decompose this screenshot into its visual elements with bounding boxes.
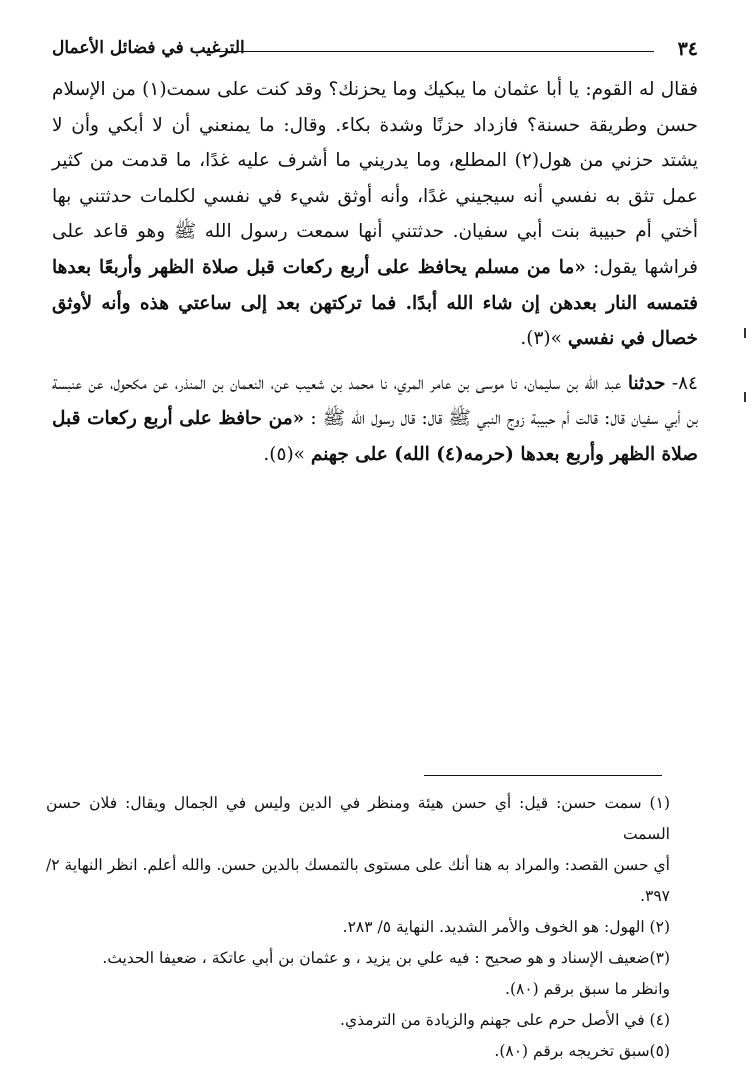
footnote-3-cont-1: وانظر ما سبق برقم (٨٠). [505, 980, 670, 998]
hadith-lead-word: حدثنا [627, 372, 666, 394]
footnotes [46, 788, 670, 1067]
footnote-3-line: (٣)ضعيف الإسناد و هو صحيح : فيه علي بن يزيد ، و عثمان بن أبي عاتكة ، ضعيفا الحديث. [102, 949, 670, 967]
footnote-3-cont [46, 974, 670, 1005]
footnote-1-line: (١) سمت حسن: قيل: أي حسن هيئة ومنظر في الدين وليس في الجمال ويقال: فلان حسن السمت [46, 794, 670, 843]
page-number: ٣٤ [677, 38, 698, 60]
footnote-1-cont-2: النهاية ٢/ ٣٩٧. [46, 856, 670, 905]
margin-mark [744, 328, 746, 338]
p1-line-4: به نفسي أنه سيجيني غدًا، وأنه أوثق شيء في نفسي لكلمات حدثتني بها أختي أم حبيبة [52, 185, 698, 243]
footnote-ref-5: »(٥). [263, 443, 306, 465]
footnote-1-cont [46, 850, 670, 912]
footnote-2-line: (٢) الهول: هو الخوف والأمر الشديد. النهاية ٥/ ٢٨٣. [342, 918, 670, 936]
margin-mark [744, 392, 746, 402]
running-header [52, 38, 698, 68]
header-rule [202, 51, 654, 52]
footnote-4 [46, 1005, 670, 1036]
footnote-4-line: (٤) في الأصل حرم على جهنم والزيادة من الترمذي. [340, 1011, 670, 1029]
main-text [52, 72, 698, 473]
footnote-3 [46, 943, 670, 974]
running-title: الترغيب في فضائل الأعمال [52, 38, 245, 58]
footnote-separator [424, 775, 662, 776]
p1-line-2: حسن وطريقة حسنة؟ فازداد حزنًا وشدة بكاء. وقال: ما يمنعني أن لا أبكي وأن لا يشتد [52, 114, 699, 172]
p1-line-1: فقال له القوم: يا أبا عثمان ما يبكيك وما يحزنك؟ وقد كنت على سمت(١) من الإسلام [52, 79, 699, 100]
hadith-number: ٨٤- [665, 372, 698, 394]
footnote-2 [46, 912, 670, 943]
footnote-5-line: (٥)سبق تخريجه برقم (٨٠). [494, 1042, 670, 1060]
hadith-quote-middle: مسلم يحافظ على أربع ركعات قبل صلاة الظهر وأربعًا بعدها فتمسه النار بعدهن إن [52, 256, 698, 314]
hadith-quote-end: شاء الله أبدًا. فما تركتهن بعد إلى ساعتي هذه وأنه لأوثق خصال في نفسي [52, 292, 698, 350]
hadith-quote-start: «ما من [526, 256, 586, 278]
footnote-1-cont-1: أي حسن القصد: والمراد به هنا أنك على مستوى بالتمسك بالدين حسن. والله أعلم. انظر [107, 856, 670, 874]
p1-line-3: حزني من هول(٢) المطلع، وما يدريني ما أشرف عليه غدًا، ما قدمت من كثير عمل تثق [52, 150, 698, 207]
isnad-text: عبد الله بن سليمان، نا موسى بن عامر المري، نا محمد بن شعيب عن، النعمان بن المنذر، عن مكحول، عن عنبسة بن أبي سفيان قال: قالت أم حبيبة زوج النبي ﷺ قال: قال رسول الله ﷺ : [52, 372, 699, 430]
p1-line-5: بنت أبي سفيان. حدثتني أنها سمعت رسول الله ﷺ وهو قاعد على فراشها يقول: [52, 221, 699, 278]
footnote-ref-3: »(٣). [520, 328, 562, 350]
paragraph-1 [52, 72, 698, 357]
hadith-2-quote: «من حافظ على أربع ركعات قبل صلاة الظهر وأربع بعدها (حرمه(٤) الله) على جهنم [52, 408, 698, 465]
footnote-5 [46, 1036, 670, 1067]
footnote-1 [46, 788, 670, 850]
paragraph-2 [52, 366, 698, 473]
